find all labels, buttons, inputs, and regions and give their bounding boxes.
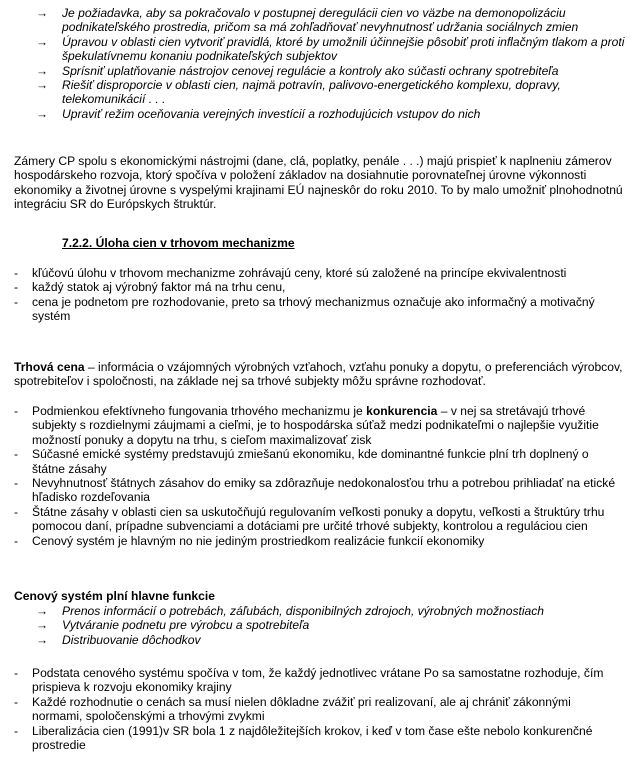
arrow-icon: → xyxy=(36,604,49,618)
market-price-definition: – informácia o vzájomných výrobných vzťahoch, vzťahu ponuky a dopytu, o preferenciách výrobcov, spotrebiteľov i spoločnosti, na základe nej sa trhové subjekty môžu správne rozhodovať. xyxy=(14,360,623,389)
arrow-icon: → xyxy=(36,63,49,78)
arrow-icon: → xyxy=(36,34,49,49)
list-item: → Upraviť režim oceňovania verejných investícií a rozhodujúcich vstupov do nich xyxy=(36,106,481,121)
list-item: - Každé rozhodnutie o cenách sa musí nielen dôkladne zvážiť pri realizovaní, ale aj chrániť zákonnými normami, spoločenskými a trhovými zvykmi xyxy=(14,694,571,724)
list-item: - Liberalizácia cien (1991)v SR bola 1 z najdôležitejších krokov, i keď v tom čase ešte nebolo konkurenčné prostredie xyxy=(14,723,593,753)
intro-paragraph: Zámery CP spolu s ekonomickými nástrojmi (dane, clá, poplatky, penále . . .) majú prispieť k naplneniu zámerov hospodárskeho rozvoja, ktorý spočíva v položení základov na dosiahnutie porovnateľnej úrovne výkonnosti ekonomiky a životnej úrovne s vyspelými krajinami EÚ najneskôr do roku 2010. To by malo umožniť plnohodnotnú integráciu SR do Európskych štruktúr. xyxy=(14,154,623,212)
market-price-paragraph xyxy=(14,360,624,389)
functions-heading: Cenový systém plní hlavne funkcie xyxy=(14,589,215,603)
list-item: → Prenos informácií o potrebách, záľubách, disponibilných zdrojoch, výrobných možnostiach xyxy=(36,604,545,618)
market-price-term: Trhová cena xyxy=(14,360,85,374)
list-item: - Podstata cenového systému spočíva v tom, že každý jednotlivec vrátane Po sa samostatne rozhoduje, čím prispieva k rozvoju ekonomiky krajiny xyxy=(14,666,604,695)
list-item: - kľúčovú úlohu v trhovom mechanizme zohrávajú ceny, ktoré sú založené na princípe ekvivalentnosti xyxy=(14,266,567,280)
arrow-icon: → xyxy=(36,618,49,633)
list-item: - Nevyhnutnosť štátnych zásahov do emiky sa zdôrazňuje nedokonalosťou trhu a potrebou prihliadať na etické hľadisko rozdeľovania xyxy=(14,476,616,505)
list-item: → Sprísniť uplatňovanie nástrojov cenovej regulácie a kontroly ako súčasti ochrany spotrebiteľa xyxy=(36,63,559,78)
list-item: → Úpravou v oblasti cien vytvoriť pravidlá, ktoré by umožnili účinnejšie pôsobiť proti inflačným tlakom a proti špekulatívnemu konaniu podnikateľských subjektov xyxy=(36,34,625,64)
price-system-list xyxy=(14,666,624,752)
list-item: → Riešiť disproporcie v oblasti cien, najmä potravín, palivovo-energetického komplexu, dopravy, telekomunikácií . . . xyxy=(36,78,561,107)
section-heading: 7.2.2. Úloha cien v trhovom mechanizme xyxy=(62,236,295,250)
list-item: → Je požiadavka, aby sa pokračovalo v postupnej deregulácii cien vo väzbe na demonopolizáciu podnikateľského prostredia, pričom sa má zohľadňovať nevyhnutnosť udržania sociálnych zmien xyxy=(36,6,579,35)
arrow-icon: → xyxy=(36,78,49,93)
list-item: - Podmienkou efektívneho fungovania trhového mechanizmu je konkurencia – v nej sa stretávajú trhové subjekty s rozdielnymi záujmami a cieľmi, je to hospodárska súťaž medzi podnikateľmi o najlepšie využitie možností ponuky a dopytu na trhu, s cieľom maximalizovať zisk xyxy=(14,404,599,447)
arrow-icon: → xyxy=(36,6,49,20)
arrow-icon: → xyxy=(36,632,49,647)
list-item: - Súčasné emické systémy predstavujú zmiešanú ekonomiku, kde dominantné funkcie plní trh doplnený o štátne zásahy xyxy=(14,447,589,476)
price-role-list xyxy=(14,266,624,324)
list-item: - cena je podnetom pre rozhodovanie, preto sa trhový mechanizmus označuje ako informačný a motivačný systém xyxy=(14,294,595,324)
market-mechanism-list xyxy=(14,404,624,548)
price-functions-list xyxy=(36,604,626,647)
list-item: - Štátne zásahy v oblasti cien sa uskutočňujú regulovaním veľkosti ponuky a dopytu, veľkosti a štruktúry trhu pomocou daní, prípadne subvenciami a dotáciami pre určité trhové subjekty, kontrolou a reguláciou cien xyxy=(14,504,605,534)
list-item: - každý statok aj výrobný faktor má na trhu cenu, xyxy=(14,280,286,295)
arrow-icon: → xyxy=(36,106,49,121)
regulation-goals-list xyxy=(36,6,626,121)
list-item: - Cenový systém je hlavným no nie jediným prostriedkom realizácie funkcií ekonomiky xyxy=(14,533,485,548)
list-item: → Vytváranie podnetu pre výrobcu a spotrebiteľa xyxy=(36,618,310,633)
list-item: → Distribuovanie dôchodkov xyxy=(36,632,201,647)
